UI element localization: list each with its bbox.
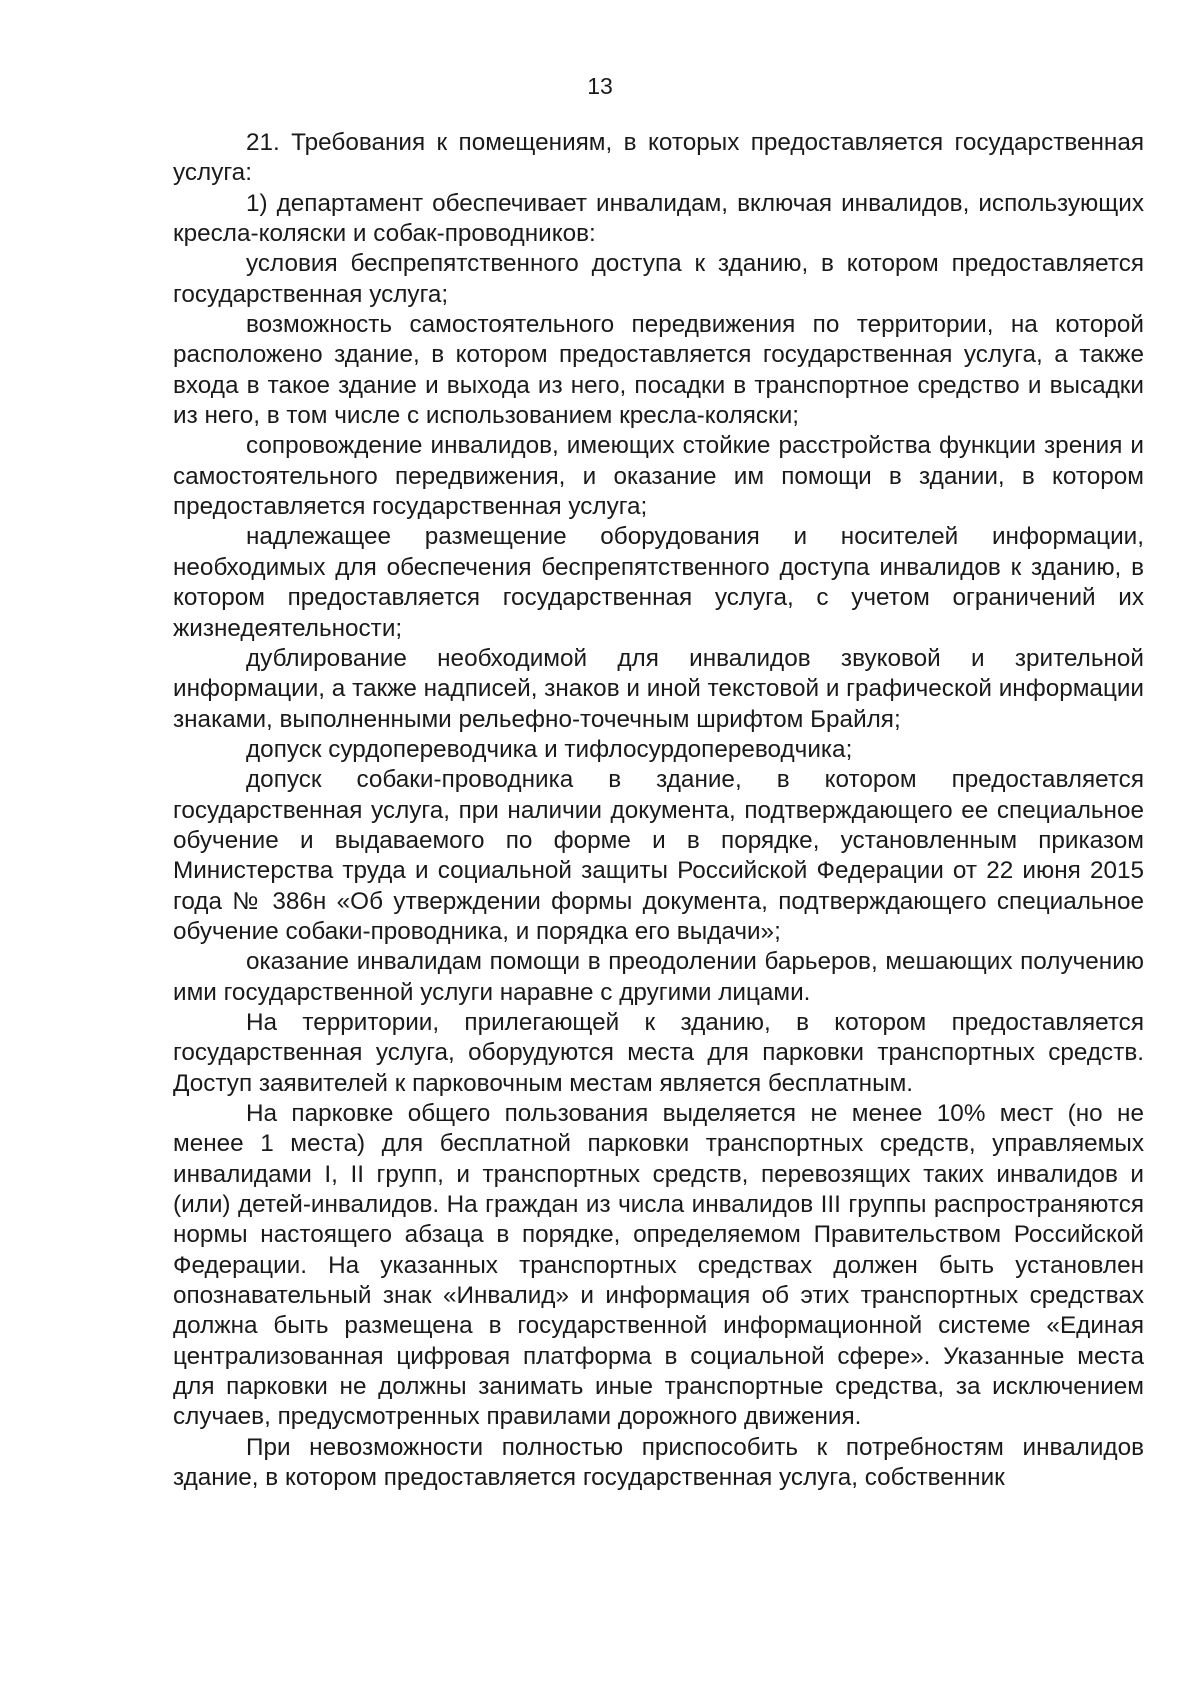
- paragraph-parking-territory: На территории, прилегающей к зданию, в котором предоставляется государственная услуга, оборудуются места для парковки транспортных средств. Доступ заявителей к парковочным местам является бесплатным.: [173, 1008, 1144, 1097]
- document-body: [173, 128, 1144, 1493]
- paragraph-equipment-placement: надлежащее размещение оборудования и носителей информации, необходимых для обеспечения беспрепятственного доступа инвалидов к зданию, в котором предоставляется государственная услуга, с учетом ограничений их жизнедеятельности;: [173, 523, 1144, 642]
- paragraph-independent-movement: возможность самостоятельного передвижения по территории, на которой расположено здание, в котором предоставляется государственная услуга, а также входа в такое здание и выхода из него, посадки в транспортное средство и высадки из него, в том числе с использованием кресла-коляски;: [173, 311, 1144, 430]
- paragraph-guide-dog: допуск собаки-проводника в здание, в котором предоставляется государственная услуга, при наличии документа, подтверждающего ее специальное обучение и выдаваемого по форме и в порядке, установленным приказом Министерства труда и социальной защиты Российской Федерации от 22 июня 2015 года № 386н «Об утверждении формы документа, подтверждающего специальное обучение собаки-проводника, и порядка его выдачи»;: [173, 766, 1144, 945]
- page-number: 13: [587, 73, 613, 99]
- paragraph-parking-quota: На парковке общего пользования выделяется не менее 10% мест (но не менее 1 места) для бесплатной парковки транспортных средств, управляемых инвалидами I, II групп, и транспортных средств, перевозящих таких инвалидов и (или) детей-инвалидов. На граждан из числа инвалидов III группы распространяются нормы настоящего абзаца в порядке, определяемом Правительством Российской Федерации. На указанных транспортных средствах должен быть установлен опознавательный знак «Инвалид» и информация об этих транспортных средствах должна быть размещена в государственной информационной системе «Единая централизованная цифровая платформа в социальной сфере». Указанные места для парковки не должны занимать иные транспортные средства, за исключением случаев, предусмотренных правилами дорожного движения.: [173, 1100, 1144, 1431]
- paragraph-escort: сопровождение инвалидов, имеющих стойкие расстройства функции зрения и самостоятельного передвижения, и оказание им помощи в здании, в котором предоставляется государственная услуга;: [173, 432, 1144, 521]
- paragraph-building-adaptation: При невозможности полностью приспособить к потребностям инвалидов здание, в котором предоставляется государственная услуга, собственник: [173, 1433, 1144, 1492]
- paragraph-department-provides: 1) департамент обеспечивает инвалидам, включая инвалидов, использующих кресла-коляски и собак-проводников:: [173, 189, 1144, 248]
- paragraph-access-conditions: условия беспрепятственного доступа к зданию, в котором предоставляется государственная услуга;: [173, 250, 1144, 308]
- paragraph-sign-interpreter: допуск сурдопереводчика и тифлосурдопереводчика;: [246, 735, 853, 763]
- paragraph-braille-duplication: дублирование необходимой для инвалидов звуковой и зрительной информации, а также надписей, знаков и иной текстовой и графической информации знаками, выполненными рельефно-точечным шрифтом Брайля;: [173, 644, 1144, 733]
- paragraph-barrier-assistance: оказание инвалидам помощи в преодолении барьеров, мешающих получению ими государственной услуги наравне с другими лицами.: [173, 948, 1144, 1006]
- paragraph-21-requirements: 21. Требования к помещениям, в которых предоставляется государственная услуга:: [173, 129, 1144, 187]
